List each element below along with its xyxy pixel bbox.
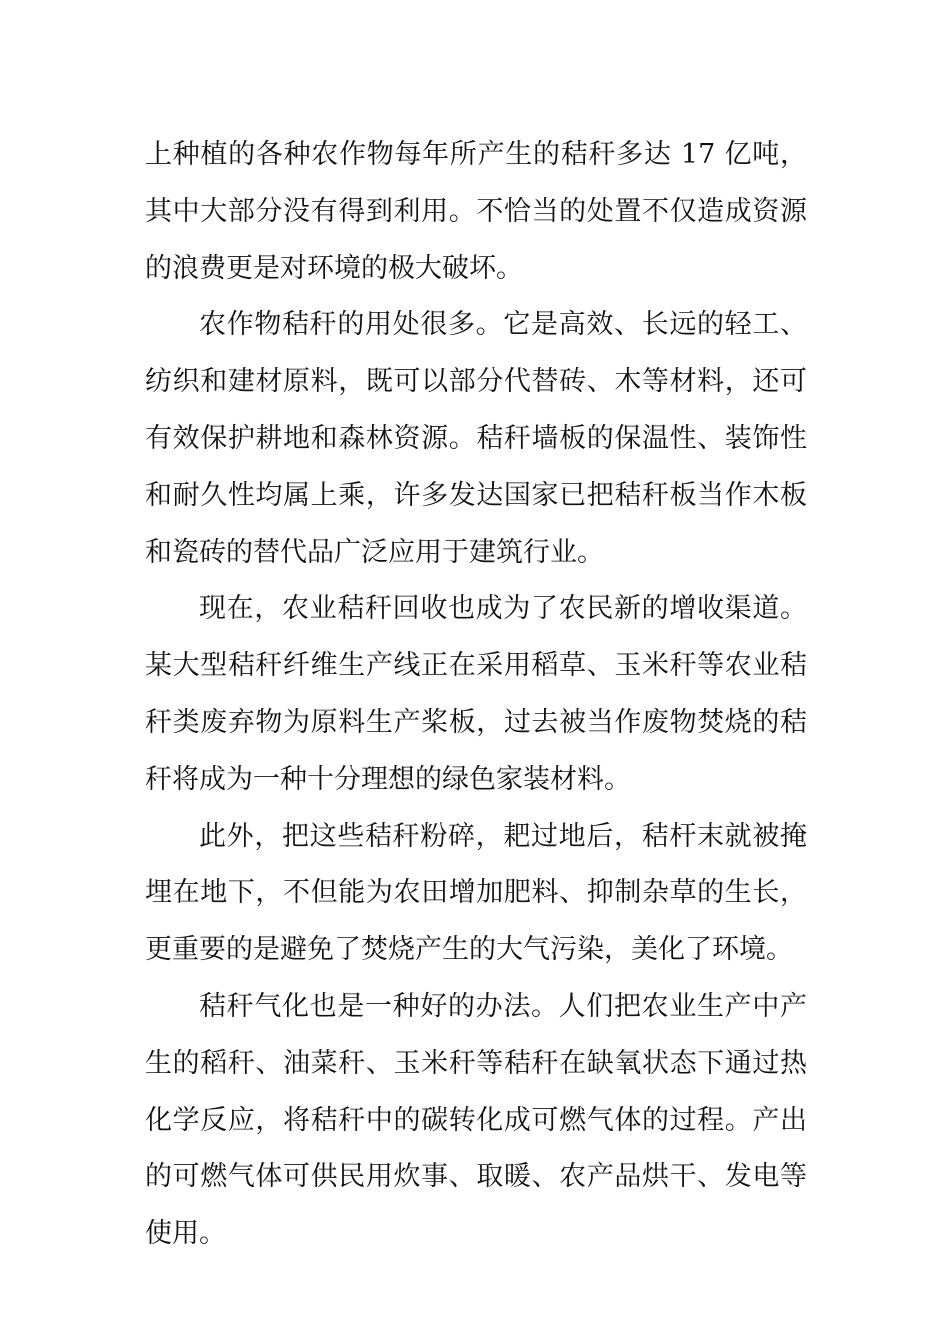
paragraph-straw-gasification: 秸秆气化也是一种好的办法。人们把农业生产中产生的稻秆、油菜秆、玉米秆等秸秆在缺氧状态下通过热化学反应，将秸秆中的碳转化成可燃气体的过程。产出的可燃气体可供民用炊事、取暖、农产品烘干、发电等使用。 bbox=[145, 990, 807, 1250]
paragraph-continuation: 上种植的各种农作物每年所产生的秸秆多达 17 亿吨，其中大部分没有得到利用。不恰当的处置不仅造成资源的浪费更是对环境的极大破坏。 bbox=[145, 139, 807, 284]
paragraph-straw-recycling: 现在，农业秸秆回收也成为了农民新的增收渠道。某大型秸秆纤维生产线正在采用稻草、玉米秆等农业秸秆类废弃物为原料生产桨板，过去被当作废物焚烧的秸秆将成为一种十分理想的绿色家装材料。 bbox=[145, 593, 807, 795]
paragraph-straw-uses: 农作物秸秆的用处很多。它是高效、长远的轻工、纺织和建材原料，既可以部分代替砖、木等材料，还可有效保护耕地和森林资源。秸秆墙板的保温性、装饰性和耐久性均属上乘，许多发达国家已把秸秆板当作木板和瓷砖的替代品广泛应用于建筑行业。 bbox=[145, 309, 807, 568]
document-body bbox=[145, 127, 807, 1263]
paragraph-straw-crushing: 此外，把这些秸秆粉碎，耙过地后，秸杆末就被掩埋在地下，不但能为农田增加肥料、抑制杂草的生长，更重要的是避免了焚烧产生的大气污染，美化了环境。 bbox=[145, 820, 807, 966]
